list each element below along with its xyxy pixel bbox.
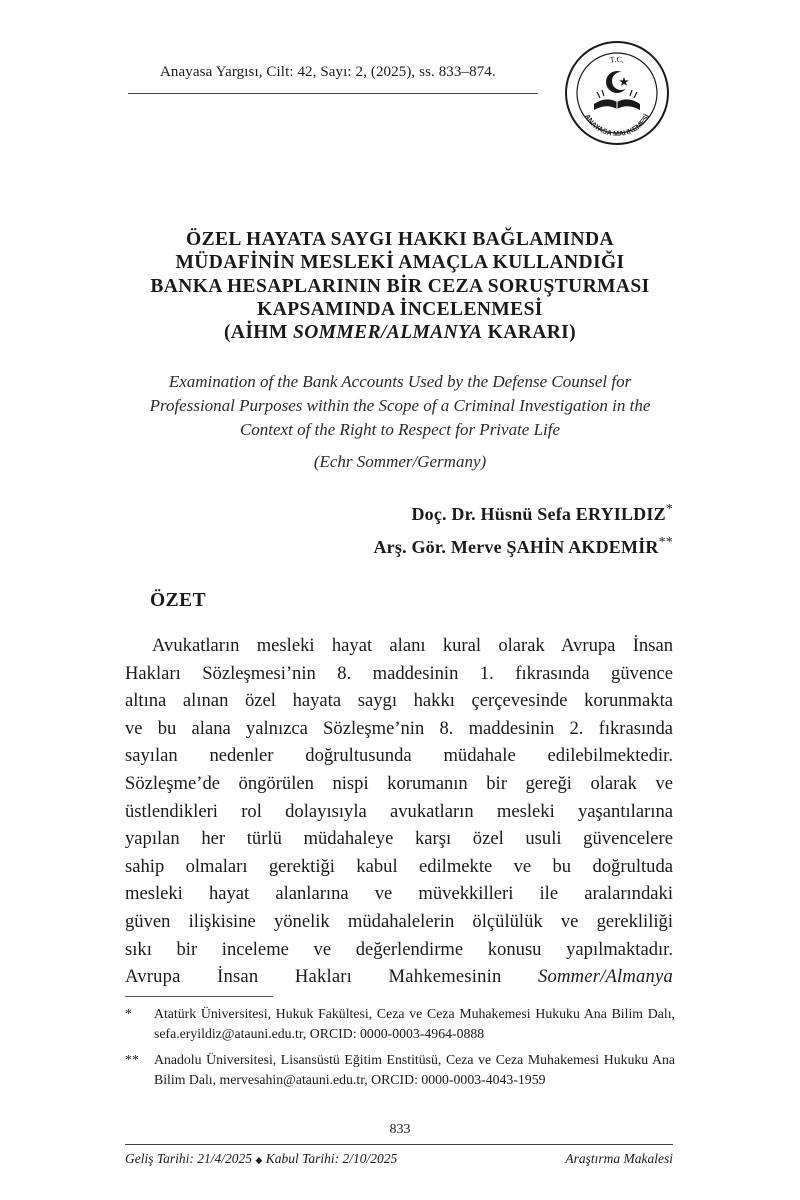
diamond-separator-icon: ◆ — [255, 1155, 263, 1165]
case-name: Sommer/Almanya — [538, 966, 673, 988]
svg-text:T.C.: T.C. — [609, 54, 626, 65]
footnote-1 — [125, 1004, 675, 1044]
title-line: Professional Purposes within the Scope of a Criminal Investigation in the — [149, 396, 651, 415]
abstract-line: ve bu alana yalnızca Sözleşme’nin 8. maddesinin 2. fıkrasında — [125, 717, 673, 739]
page-number: 833 — [389, 1122, 411, 1137]
title-line: ÖZEL HAYATA SAYGI HAKKI BAĞLAMINDA — [186, 229, 614, 250]
subtitle-case-name: SOMMER/ALMANYA — [292, 322, 483, 343]
footer-rule — [125, 1144, 673, 1145]
abstract-heading: ÖZET — [150, 590, 207, 611]
header-rule — [128, 93, 538, 94]
abstract-line: sayılan nedenler doğrultusunda müdahale edilebilmektedir. — [125, 745, 673, 767]
submission-dates — [125, 1151, 397, 1167]
author-name: Arş. Gör. Merve ŞAHİN AKDEMİR — [373, 537, 659, 557]
article-title-en — [100, 370, 700, 442]
footnote-mark: * — [125, 1006, 132, 1021]
article-subtitle-tr — [100, 322, 700, 344]
abstract-line: Sözleşme’de öngörülen nispi korumanın bir gereği olarak ve — [125, 772, 673, 794]
accepted-date: Kabul Tarihi: 2/10/2025 — [265, 1151, 398, 1166]
abstract-line: sahip olmaları gerektiği kabul edilmekte ve bu doğrultuda — [125, 855, 673, 877]
title-line: KAPSAMINDA İNCELENMESİ — [257, 298, 543, 320]
journal-name: Anayasa Yargısı — [160, 64, 259, 80]
abstract-body — [125, 632, 673, 991]
court-seal-logo — [564, 40, 670, 146]
title-line: Context of the Right to Respect for Private Life — [239, 420, 561, 439]
abstract-line: üstlendikleri rol dolayısıyla avukatların mesleki yaşantılarına — [125, 800, 673, 822]
citation-details: , Cilt: 42, Sayı: 2, (2025), ss. 833–874. — [258, 64, 496, 80]
title-line: BANKA HESAPLARININ BİR CEZA SORUŞTURMASI — [150, 275, 650, 297]
author-1 — [411, 502, 673, 525]
footnote-rule — [125, 996, 273, 997]
footnote-text: Atatürk Üniversitesi, Hukuk Fakültesi, Ceza ve Ceza Muhakemesi Hukuku Ana Bilim Dalı, sefa.eryildiz@atauni.edu.tr, ORCID: 0000-0003-4964-0888 — [154, 1006, 675, 1041]
abstract-line: Avukatların mesleki hayat alanı kural olarak Avrupa İnsan — [152, 635, 673, 656]
author-2 — [373, 535, 673, 558]
received-date: Geliş Tarihi: 21/4/2025 — [125, 1151, 253, 1166]
footnote-mark: ** — [125, 1052, 139, 1067]
abstract-line — [125, 963, 673, 991]
abstract-line: Hakları Sözleşmesi’nin 8. maddesinin 1. fıkrasında güvence — [125, 662, 673, 684]
article-title-tr — [100, 228, 700, 321]
footnote-2 — [125, 1050, 675, 1090]
author-name: Doç. Dr. Hüsnü Sefa ERYILDIZ — [411, 504, 666, 524]
abstract-line: altına alınan özel hayata saygı hakkı çerçevesinde korunmakta — [125, 690, 673, 712]
article-type: Araştırma Makalesi — [565, 1151, 673, 1166]
abstract-line: yapılan her türlü müdahaleye karşı özel usuli güvencelere — [125, 828, 673, 850]
footnote-text: Anadolu Üniversitesi, Lisansüstü Eğitim Enstitüsü, Ceza ve Ceza Muhakemesi Hukuku Ana Bilim Dalı, mervesahin@atauni.edu.tr, ORCID: 0000-0003-4043-1959 — [154, 1052, 675, 1087]
article-subtitle-en: (Echr Sommer/Germany) — [313, 452, 487, 471]
subtitle-suffix: KARARI) — [482, 322, 577, 343]
footnote-mark[interactable]: * — [665, 502, 673, 517]
abstract-line: sıkı bir inceleme ve değerlendirme konusu yapılmaktadır. — [125, 938, 673, 960]
svg-text:ANAYASA MAHKEMESİ: ANAYASA MAHKEMESİ — [582, 112, 652, 139]
subtitle-prefix: (AİHM — [223, 322, 293, 343]
abstract-line: güven ilişkisine yönelik müdahalelerin ölçülülük ve gerekliliği — [125, 910, 673, 932]
title-line: MÜDAFİNİN MESLEKİ AMAÇLA KULLANDIĞI — [175, 252, 625, 274]
abstract-line: mesleki hayat alanlarına ve müvekkilleri ile aralarındaki — [125, 883, 673, 905]
abstract-line-text: Avrupa İnsan Hakları Mahkemesinin — [125, 966, 538, 988]
title-line: Examination of the Bank Accounts Used by the Defense Counsel for — [168, 372, 632, 391]
footnote-mark[interactable]: ** — [658, 535, 673, 550]
journal-citation — [160, 64, 496, 81]
